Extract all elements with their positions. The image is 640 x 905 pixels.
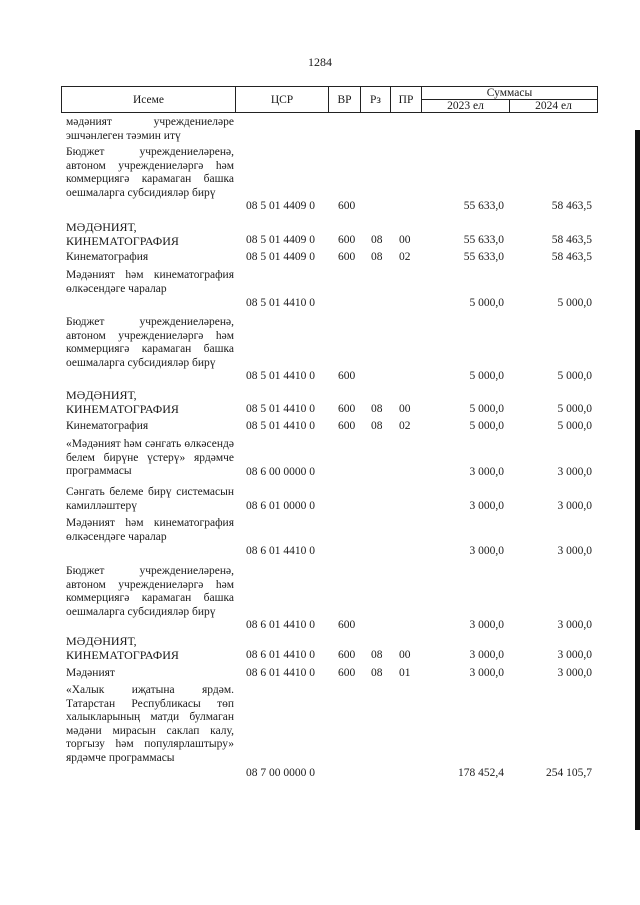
row-name: Кинематография bbox=[66, 251, 149, 263]
row-sum-2023: 5 000,0 bbox=[469, 403, 504, 415]
row-csr: 08 6 01 4410 0 bbox=[246, 619, 315, 631]
header-vr: ВР bbox=[329, 87, 361, 113]
row-rz: 08 bbox=[371, 649, 383, 661]
row-sum-2023: 3 000,0 bbox=[469, 667, 504, 679]
row-sum-2024: 3 000,0 bbox=[557, 649, 592, 661]
row-rz: 08 bbox=[371, 234, 383, 246]
row-vr: 600 bbox=[338, 200, 356, 212]
page-number: 1284 bbox=[308, 55, 332, 69]
row-sum-2024: 3 000,0 bbox=[557, 545, 592, 557]
row-sum-2023: 3 000,0 bbox=[469, 500, 504, 512]
row-sum-2023: 3 000,0 bbox=[469, 619, 504, 631]
row-name: МӘДӘНИЯТ, КИНЕМАТОГРАФИЯ bbox=[66, 220, 179, 248]
header-2024: 2024 ел bbox=[510, 100, 598, 113]
row-pr: 02 bbox=[399, 251, 411, 263]
row-sum-2023: 5 000,0 bbox=[469, 420, 504, 432]
row-pr: 00 bbox=[399, 234, 411, 246]
row-vr: 600 bbox=[338, 251, 356, 263]
row-csr: 08 5 01 4410 0 bbox=[246, 403, 315, 415]
row-sum-2023: 5 000,0 bbox=[469, 370, 504, 382]
header-sums: Суммасы bbox=[422, 87, 598, 100]
row-name: МӘДӘНИЯТ, КИНЕМАТОГРАФИЯ bbox=[66, 634, 179, 662]
row-name: «Халык иҗатына ярдәм. Татарстан Республикасы төп халыкларының матди булмаган мәдәни мирасын саклап калу, торгызу һәм популярлаштыру» ярдәмче программасы bbox=[66, 684, 234, 764]
row-sum-2024: 5 000,0 bbox=[557, 370, 592, 382]
row-sum-2024: 3 000,0 bbox=[557, 466, 592, 478]
row-csr: 08 6 01 4410 0 bbox=[246, 649, 315, 661]
row-pr: 00 bbox=[399, 403, 411, 415]
row-name: Бюджет учреждениеләренә, автоном учреждениеләргә һәм коммерциягә карамаган башка оешмаларга субсидияләр бирү bbox=[66, 565, 234, 618]
row-sum-2024: 58 463,5 bbox=[551, 200, 592, 212]
row-csr: 08 6 01 4410 0 bbox=[246, 667, 315, 679]
row-csr: 08 5 01 4410 0 bbox=[246, 420, 315, 432]
row-csr: 08 5 01 4409 0 bbox=[246, 234, 315, 246]
row-rz: 08 bbox=[371, 251, 383, 263]
row-csr: 08 5 01 4409 0 bbox=[246, 200, 315, 212]
row-vr: 600 bbox=[338, 370, 356, 382]
row-name: Мәдәният һәм кинематография өлкәсендәге чаралар bbox=[66, 517, 234, 543]
row-sum-2023: 55 633,0 bbox=[463, 200, 504, 212]
row-name: Бюджет учреждениеләренә, автоном учреждениеләргә һәм коммерциягә карамаган башка оешмаларга субсидияләр бирү bbox=[66, 316, 234, 369]
row-vr: 600 bbox=[338, 234, 356, 246]
row-sum-2023: 3 000,0 bbox=[469, 649, 504, 661]
row-sum-2024: 58 463,5 bbox=[551, 251, 592, 263]
row-csr: 08 7 00 0000 0 bbox=[246, 767, 315, 779]
row-name: Мәдәният һәм кинематография өлкәсендәге чаралар bbox=[66, 269, 234, 295]
row-rz: 08 bbox=[371, 403, 383, 415]
row-name: мәдәният учреждениеләре эшчәнлеген тәэмин итү bbox=[66, 116, 234, 142]
row-name: МӘДӘНИЯТ, КИНЕМАТОГРАФИЯ bbox=[66, 388, 179, 416]
row-sum-2024: 5 000,0 bbox=[557, 297, 592, 309]
header-name: Исеме bbox=[62, 87, 236, 113]
row-sum-2024: 5 000,0 bbox=[557, 420, 592, 432]
row-sum-2024: 3 000,0 bbox=[557, 667, 592, 679]
row-csr: 08 6 00 0000 0 bbox=[246, 466, 315, 478]
row-rz: 08 bbox=[371, 420, 383, 432]
row-sum-2024: 254 105,7 bbox=[546, 767, 592, 779]
row-vr: 600 bbox=[338, 619, 356, 631]
row-name: Кинематография bbox=[66, 420, 149, 432]
scan-edge-shadow bbox=[635, 130, 640, 830]
row-vr: 600 bbox=[338, 649, 356, 661]
row-vr: 600 bbox=[338, 667, 356, 679]
row-sum-2023: 55 633,0 bbox=[463, 234, 504, 246]
row-vr: 600 bbox=[338, 403, 356, 415]
row-pr: 01 bbox=[399, 667, 411, 679]
row-pr: 02 bbox=[399, 420, 411, 432]
header-csr: ЦСР bbox=[236, 87, 329, 113]
row-name: «Мәдәният һәм сәнгать өлкәсендә белем бирүне үстерү» ярдәмче программасы bbox=[66, 438, 234, 477]
row-name: Бюджет учреждениеләренә, автоном учреждениеләргә һәм коммерциягә карамаган башка оешмаларга субсидияләр бирү bbox=[66, 146, 234, 199]
header-2023: 2023 ел bbox=[422, 100, 510, 113]
row-name: Мәдәният bbox=[66, 667, 115, 679]
row-csr: 08 6 01 4410 0 bbox=[246, 545, 315, 557]
row-sum-2023: 55 633,0 bbox=[463, 251, 504, 263]
row-rz: 08 bbox=[371, 667, 383, 679]
row-csr: 08 5 01 4410 0 bbox=[246, 370, 315, 382]
row-sum-2023: 178 452,4 bbox=[458, 767, 504, 779]
row-sum-2024: 58 463,5 bbox=[551, 234, 592, 246]
row-csr: 08 5 01 4409 0 bbox=[246, 251, 315, 263]
row-sum-2024: 3 000,0 bbox=[557, 500, 592, 512]
row-sum-2024: 5 000,0 bbox=[557, 403, 592, 415]
row-vr: 600 bbox=[338, 420, 356, 432]
row-csr: 08 5 01 4410 0 bbox=[246, 297, 315, 309]
row-csr: 08 6 01 0000 0 bbox=[246, 500, 315, 512]
header-pr: ПР bbox=[391, 87, 422, 113]
row-name: Сәнгать белеме бирү системасын камилләштерү bbox=[66, 486, 234, 512]
row-sum-2024: 3 000,0 bbox=[557, 619, 592, 631]
row-sum-2023: 3 000,0 bbox=[469, 545, 504, 557]
row-sum-2023: 5 000,0 bbox=[469, 297, 504, 309]
header-rz: Рз bbox=[361, 87, 391, 113]
row-pr: 00 bbox=[399, 649, 411, 661]
row-sum-2023: 3 000,0 bbox=[469, 466, 504, 478]
